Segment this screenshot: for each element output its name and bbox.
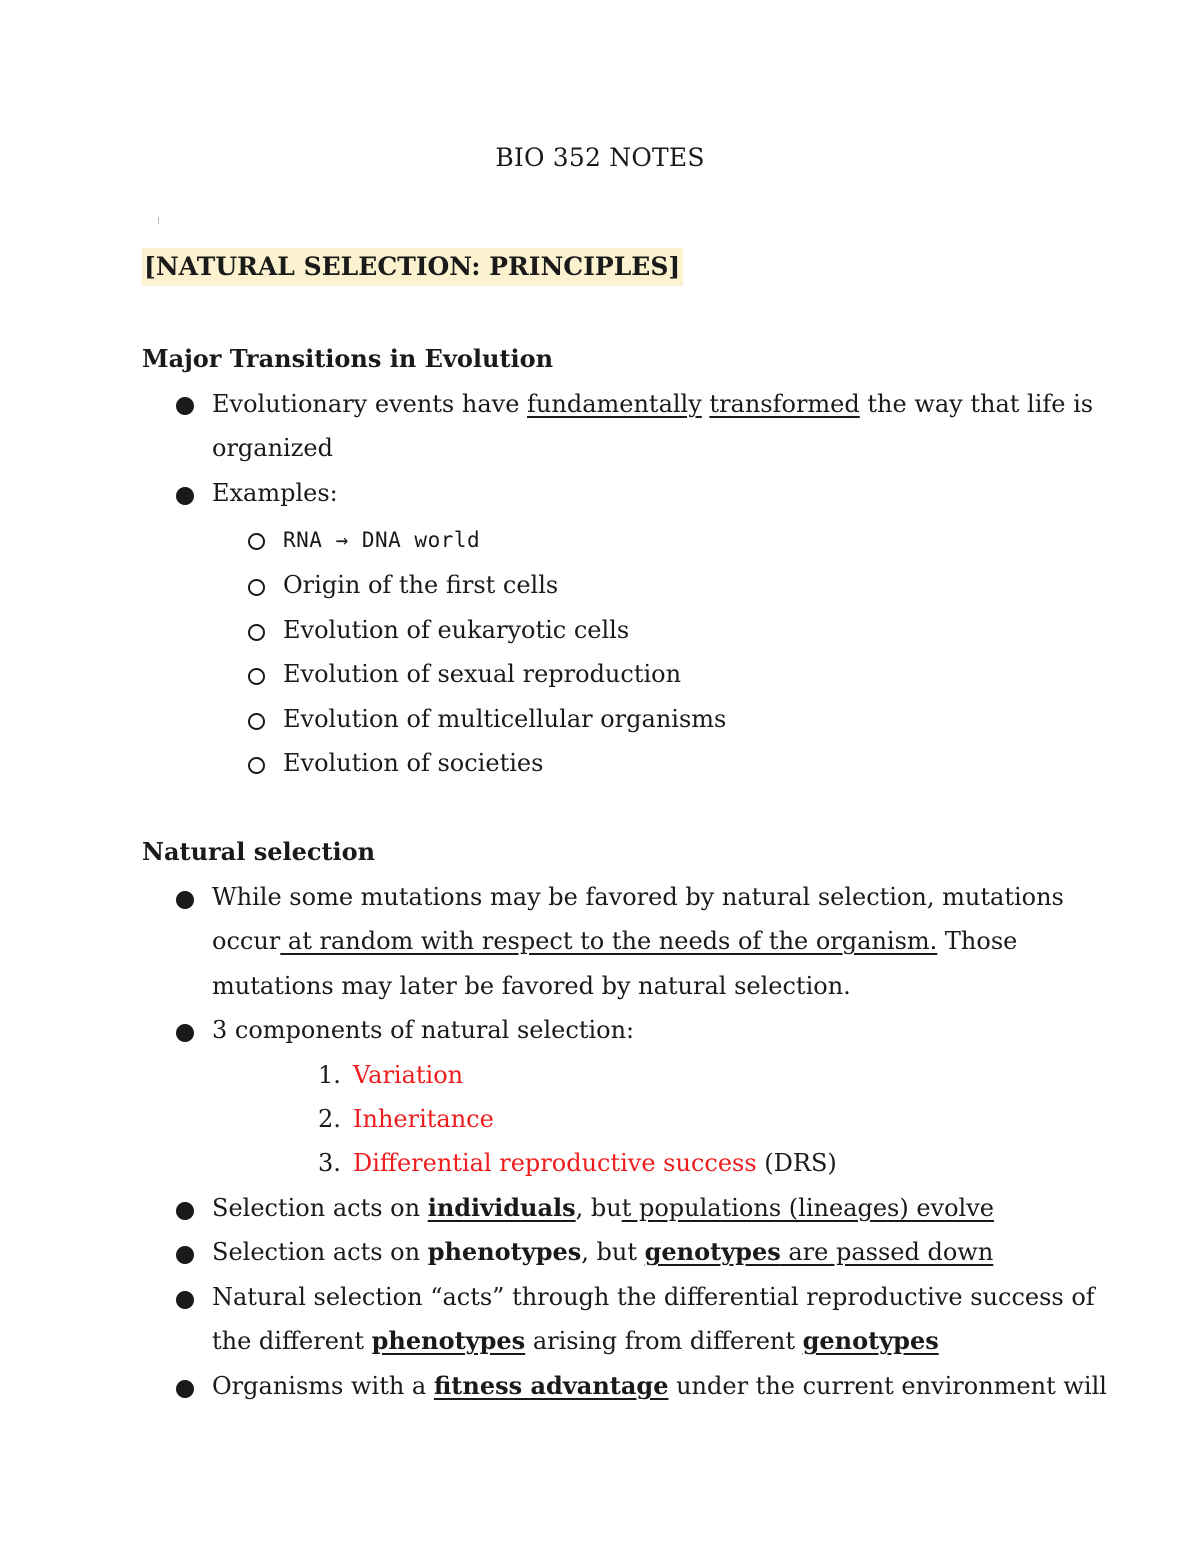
bullet-dot-icon xyxy=(176,1380,194,1398)
section-heading-highlighted: [NATURAL SELECTION: PRINCIPLES] xyxy=(142,248,683,286)
component-item: Differential reproductive success (DRS) xyxy=(353,1149,837,1177)
example-item: Evolution of societies xyxy=(283,749,544,777)
hollow-circle-bullet-icon xyxy=(248,713,265,730)
bullet-dot-icon xyxy=(176,891,194,909)
bullet-natural-selection-acts-line1: Natural selection “acts” through the differential reproductive success of xyxy=(212,1283,1095,1311)
component-number: 3. xyxy=(318,1149,341,1177)
hollow-circle-bullet-icon xyxy=(248,579,265,596)
example-item: Evolution of multicellular organisms xyxy=(283,705,727,733)
bullet-dot-icon xyxy=(176,487,194,505)
bullet-fitness-advantage: Organisms with a fitness advantage under the current environment will xyxy=(212,1371,1107,1400)
bullet-dot-icon xyxy=(176,1202,194,1220)
bullet-dot-icon xyxy=(176,1024,194,1042)
example-item: Origin of the first cells xyxy=(283,571,559,599)
example-item: RNA → DNA world xyxy=(283,528,481,552)
document-title: BIO 352 NOTES xyxy=(495,143,705,172)
hollow-circle-bullet-icon xyxy=(248,757,265,774)
bullet-dot-icon xyxy=(176,1246,194,1264)
bullet-dot-icon xyxy=(176,397,194,415)
component-item: Inheritance xyxy=(353,1105,494,1133)
bullet-evolutionary-events-line2: organized xyxy=(212,434,333,462)
heading-natural-selection: Natural selection xyxy=(142,837,376,866)
bullet-evolutionary-events-line1: Evolutionary events have fundamentally transformed the way that life is xyxy=(212,390,1094,418)
bullet-natural-selection-acts-line2: the different phenotypes arising from different genotypes xyxy=(212,1326,939,1355)
hollow-circle-bullet-icon xyxy=(248,533,265,550)
bullet-mutations-line2: occur at random with respect to the needs of the organism. Those xyxy=(212,927,1018,955)
cursor-tick-mark xyxy=(158,217,159,224)
component-item: Variation xyxy=(353,1061,464,1089)
example-item: Evolution of sexual reproduction xyxy=(283,660,682,688)
bullet-three-components: 3 components of natural selection: xyxy=(212,1016,635,1044)
bullet-selection-individuals: Selection acts on individuals, but populations (lineages) evolve xyxy=(212,1193,994,1222)
example-item: Evolution of eukaryotic cells xyxy=(283,616,630,644)
bullet-dot-icon xyxy=(176,1291,194,1309)
bullet-selection-phenotypes: Selection acts on phenotypes, but genotypes are passed down xyxy=(212,1237,994,1266)
bullet-mutations-line3: mutations may later be favored by natural selection. xyxy=(212,972,851,1000)
bullet-examples: Examples: xyxy=(212,479,338,507)
component-number: 2. xyxy=(318,1105,341,1133)
hollow-circle-bullet-icon xyxy=(248,668,265,685)
component-number: 1. xyxy=(318,1061,341,1089)
heading-major-transitions: Major Transitions in Evolution xyxy=(142,344,554,373)
bullet-mutations-line1: While some mutations may be favored by natural selection, mutations xyxy=(212,883,1064,911)
hollow-circle-bullet-icon xyxy=(248,624,265,641)
